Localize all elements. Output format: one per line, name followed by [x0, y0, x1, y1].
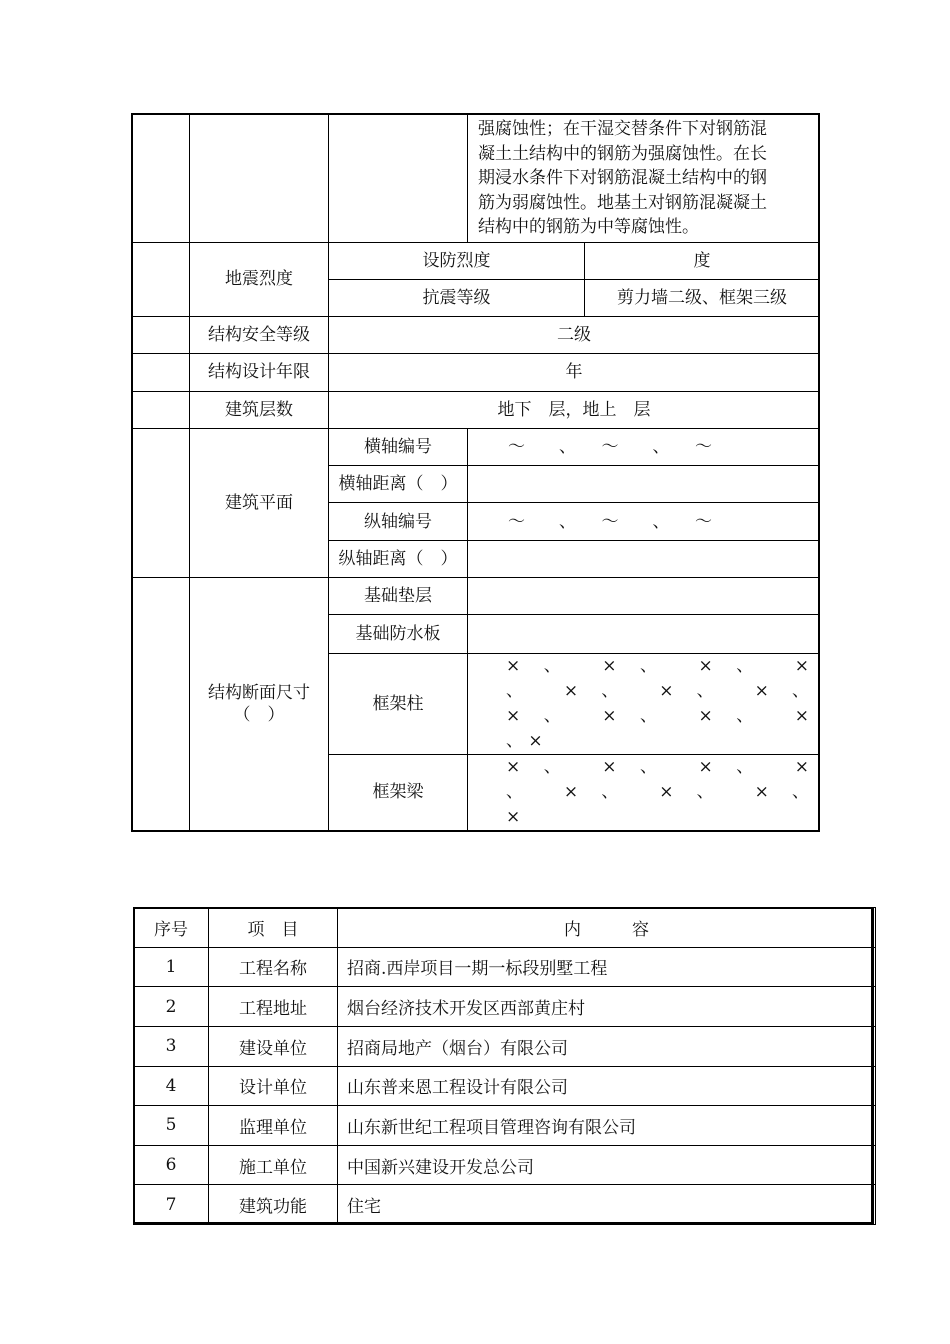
section-label — [190, 578, 329, 831]
plan-row-value: ～ 、 ～ 、 ～ — [468, 429, 820, 466]
index-cell — [133, 353, 190, 391]
index-cell — [133, 392, 190, 429]
section-label-line: 结构断面尺寸 — [208, 683, 310, 704]
row-no: 2 — [134, 987, 209, 1027]
floors-value: 地下 层，地上 层 — [329, 392, 820, 429]
section-row-label: 基础防水板 — [329, 615, 468, 653]
row-item: 建设单位 — [209, 1026, 338, 1066]
design-life-value: 年 — [329, 353, 820, 391]
row-content: 招商.西岸项目一期一标段别墅工程 — [338, 947, 876, 987]
dimension-line: × 、 × 、 × 、 × — [506, 705, 809, 726]
table-row — [134, 947, 876, 987]
design-life-label: 结构设计年限 — [190, 353, 329, 391]
row-content: 中国新兴建设开发总公司 — [338, 1145, 876, 1185]
section-row-value — [468, 615, 820, 653]
corrosion-line: 筋为弱腐蚀性。地基土对钢筋混凝凝土 — [478, 192, 767, 213]
row-content: 山东普来恩工程设计有限公司 — [338, 1066, 876, 1106]
row-no: 5 — [134, 1106, 209, 1146]
row-item: 工程名称 — [209, 947, 338, 987]
row-content: 住宅 — [338, 1185, 876, 1225]
plan-row-label: 纵轴编号 — [329, 503, 468, 541]
dimension-line: 、 × — [506, 730, 543, 751]
section-row-value — [468, 578, 820, 615]
table-header-row — [134, 908, 876, 948]
structure-parameter-table — [132, 114, 820, 831]
row-content: 烟台经济技术开发区西部黄庄村 — [338, 987, 876, 1027]
safety-value: 二级 — [329, 316, 820, 353]
table-row — [134, 1185, 876, 1225]
table-row — [134, 987, 876, 1027]
plan-row-label: 纵轴距离（ ） — [329, 541, 468, 578]
table-row — [134, 1026, 876, 1066]
plan-row-value — [468, 541, 820, 578]
corrosion-line: 凝土土结构中的钢筋为强腐蚀性。在长 — [478, 143, 767, 164]
column-dimensions — [468, 653, 820, 754]
section-label-unit: （ ） — [233, 705, 285, 726]
dimension-line: 、 × 、 × 、 × 、 — [506, 781, 809, 802]
dimension-line: × 、 × 、 × 、 × — [506, 655, 809, 676]
plan-row-value: ～ 、 ～ 、 ～ — [468, 503, 820, 541]
section-row-label: 框架柱 — [329, 653, 468, 754]
index-cell — [133, 316, 190, 353]
row-no: 4 — [134, 1066, 209, 1106]
section-row-label: 框架梁 — [329, 754, 468, 830]
fortification-label: 设防烈度 — [329, 242, 585, 279]
row-item: 设计单位 — [209, 1066, 338, 1106]
row-item: 工程地址 — [209, 987, 338, 1027]
table-row — [134, 1066, 876, 1106]
row-content: 招商局地产（烟台）有限公司 — [338, 1026, 876, 1066]
floors-label: 建筑层数 — [190, 392, 329, 429]
plan-row-value — [468, 466, 820, 503]
table-row — [134, 1145, 876, 1185]
corrosion-line: 期浸水条件下对钢筋混凝土结构中的钢 — [478, 168, 767, 189]
row-no: 1 — [134, 947, 209, 987]
plan-row-label: 横轴距离（ ） — [329, 466, 468, 503]
row-item: 建筑功能 — [209, 1185, 338, 1225]
row-content: 山东新世纪工程项目管理咨询有限公司 — [338, 1106, 876, 1146]
index-cell — [133, 242, 190, 316]
safety-label: 结构安全等级 — [190, 316, 329, 353]
index-cell — [133, 429, 190, 578]
corrosion-line: 强腐蚀性；在干湿交替条件下对钢筋混 — [478, 119, 767, 140]
row-no: 3 — [134, 1026, 209, 1066]
corrosion-line: 结构中的钢筋为中等腐蚀性。 — [478, 217, 699, 238]
index-cell — [133, 578, 190, 831]
section-row-label: 基础垫层 — [329, 578, 468, 615]
row-no: 7 — [134, 1185, 209, 1225]
dimension-line: × — [506, 806, 521, 827]
row-item: 施工单位 — [209, 1145, 338, 1185]
project-info-table — [133, 907, 876, 1225]
plan-row-label: 横轴编号 — [329, 429, 468, 466]
seismic-label: 地震烈度 — [190, 242, 329, 316]
seismic-grade-value: 剪力墙二级、框架三级 — [585, 279, 820, 316]
table-row — [134, 1106, 876, 1146]
dimension-line: 、 × 、 × 、 × 、 — [506, 680, 809, 701]
corrosion-description — [468, 115, 820, 243]
row-no: 6 — [134, 1145, 209, 1185]
plan-label: 建筑平面 — [190, 429, 329, 578]
row-item: 监理单位 — [209, 1106, 338, 1146]
header-content: 内 容 — [338, 908, 876, 948]
seismic-grade-label: 抗震等级 — [329, 279, 585, 316]
dimension-line: × 、 × 、 × 、 × — [506, 756, 809, 777]
beam-dimensions — [468, 754, 820, 830]
header-item: 项 目 — [209, 908, 338, 948]
fortification-value: 度 — [585, 242, 820, 279]
header-no: 序号 — [134, 908, 209, 948]
blank-cell — [190, 115, 329, 243]
index-cell — [133, 115, 190, 243]
blank-cell — [329, 115, 468, 243]
